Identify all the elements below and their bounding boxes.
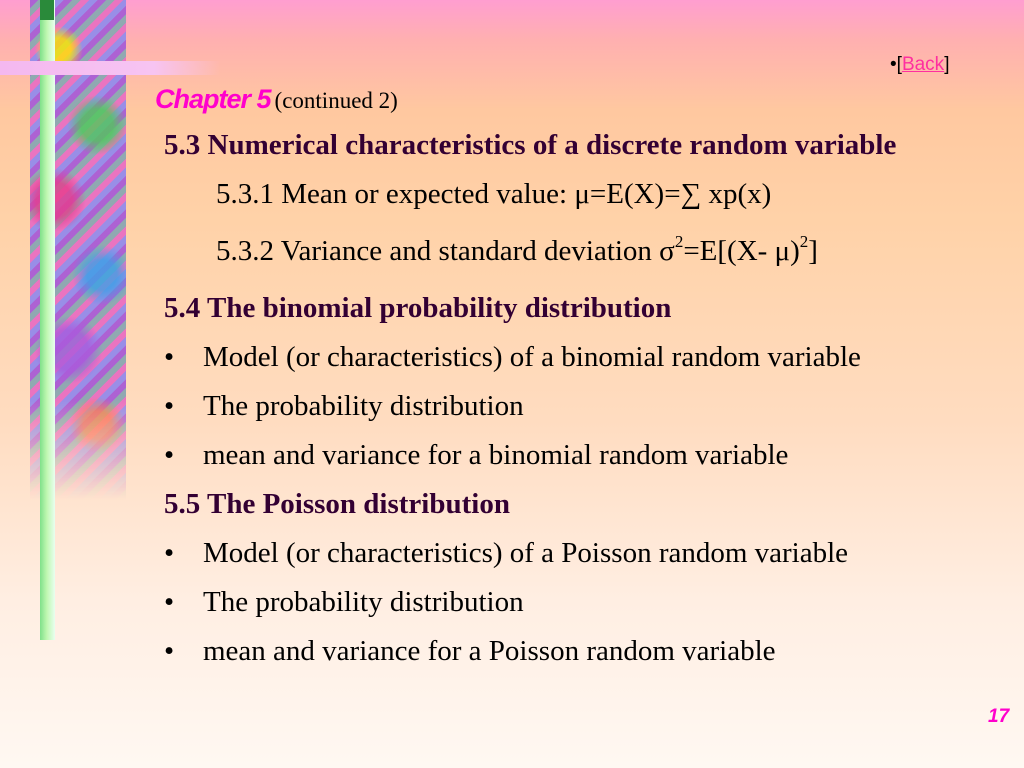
mean-definition (164, 175, 994, 214)
bullet-icon: • (164, 586, 175, 618)
list-item-text: Model (or characteristics) of a binomial random variable (203, 341, 861, 373)
back-link[interactable]: Back (901, 54, 945, 75)
variance-formula-end: ] (808, 235, 818, 267)
decorative-horizontal-bar (0, 61, 220, 75)
bullet-icon: • (164, 390, 175, 422)
bullet-icon: • (164, 635, 175, 667)
list-item-text: mean and variance for a Poisson random variable (203, 635, 776, 667)
list-item (164, 534, 994, 573)
section-5-3-heading: 5.3 Numerical characteristics of a discrete random variable (164, 129, 897, 161)
variance-definition (164, 232, 994, 271)
back-link-prefix: •[ (890, 54, 902, 75)
slide-title (155, 84, 398, 115)
bullet-icon: • (164, 439, 175, 471)
chapter-continued: (continued 2) (274, 88, 398, 113)
variance-superscript: 2 (674, 232, 684, 252)
mean-label: 5.3.1 Mean or expected value: (216, 178, 575, 210)
variance-formula: =E[(X- μ) (683, 235, 800, 267)
slide-body (164, 126, 994, 681)
bullet-icon: • (164, 341, 175, 373)
list-item-text: The probability distribution (203, 390, 524, 422)
mean-formula: μ=E(X)=∑ xp(x) (574, 178, 772, 210)
chapter-title: Chapter 5 (155, 84, 271, 114)
list-item (164, 436, 994, 475)
list-item (164, 632, 994, 671)
section-5-5-heading: 5.5 The Poisson distribution (164, 488, 510, 520)
section-5-4-heading: 5.4 The binomial probability distribution (164, 292, 672, 324)
variance-label: 5.3.2 Variance and standard deviation σ (216, 235, 675, 267)
list-item (164, 583, 994, 622)
decorative-vertical-bar-cap (40, 0, 54, 20)
bullet-icon: • (164, 537, 175, 569)
back-link-container (890, 54, 949, 76)
back-link-suffix: ] (944, 54, 950, 75)
page-number: 17 (988, 706, 1010, 727)
variance-formula-superscript: 2 (799, 232, 809, 252)
list-item-text: The probability distribution (203, 586, 524, 618)
decorative-vertical-bar (40, 0, 55, 640)
list-item-text: Model (or characteristics) of a Poisson random variable (203, 537, 849, 569)
list-item (164, 338, 994, 377)
list-item-text: mean and variance for a binomial random variable (203, 439, 789, 471)
list-item (164, 387, 994, 426)
